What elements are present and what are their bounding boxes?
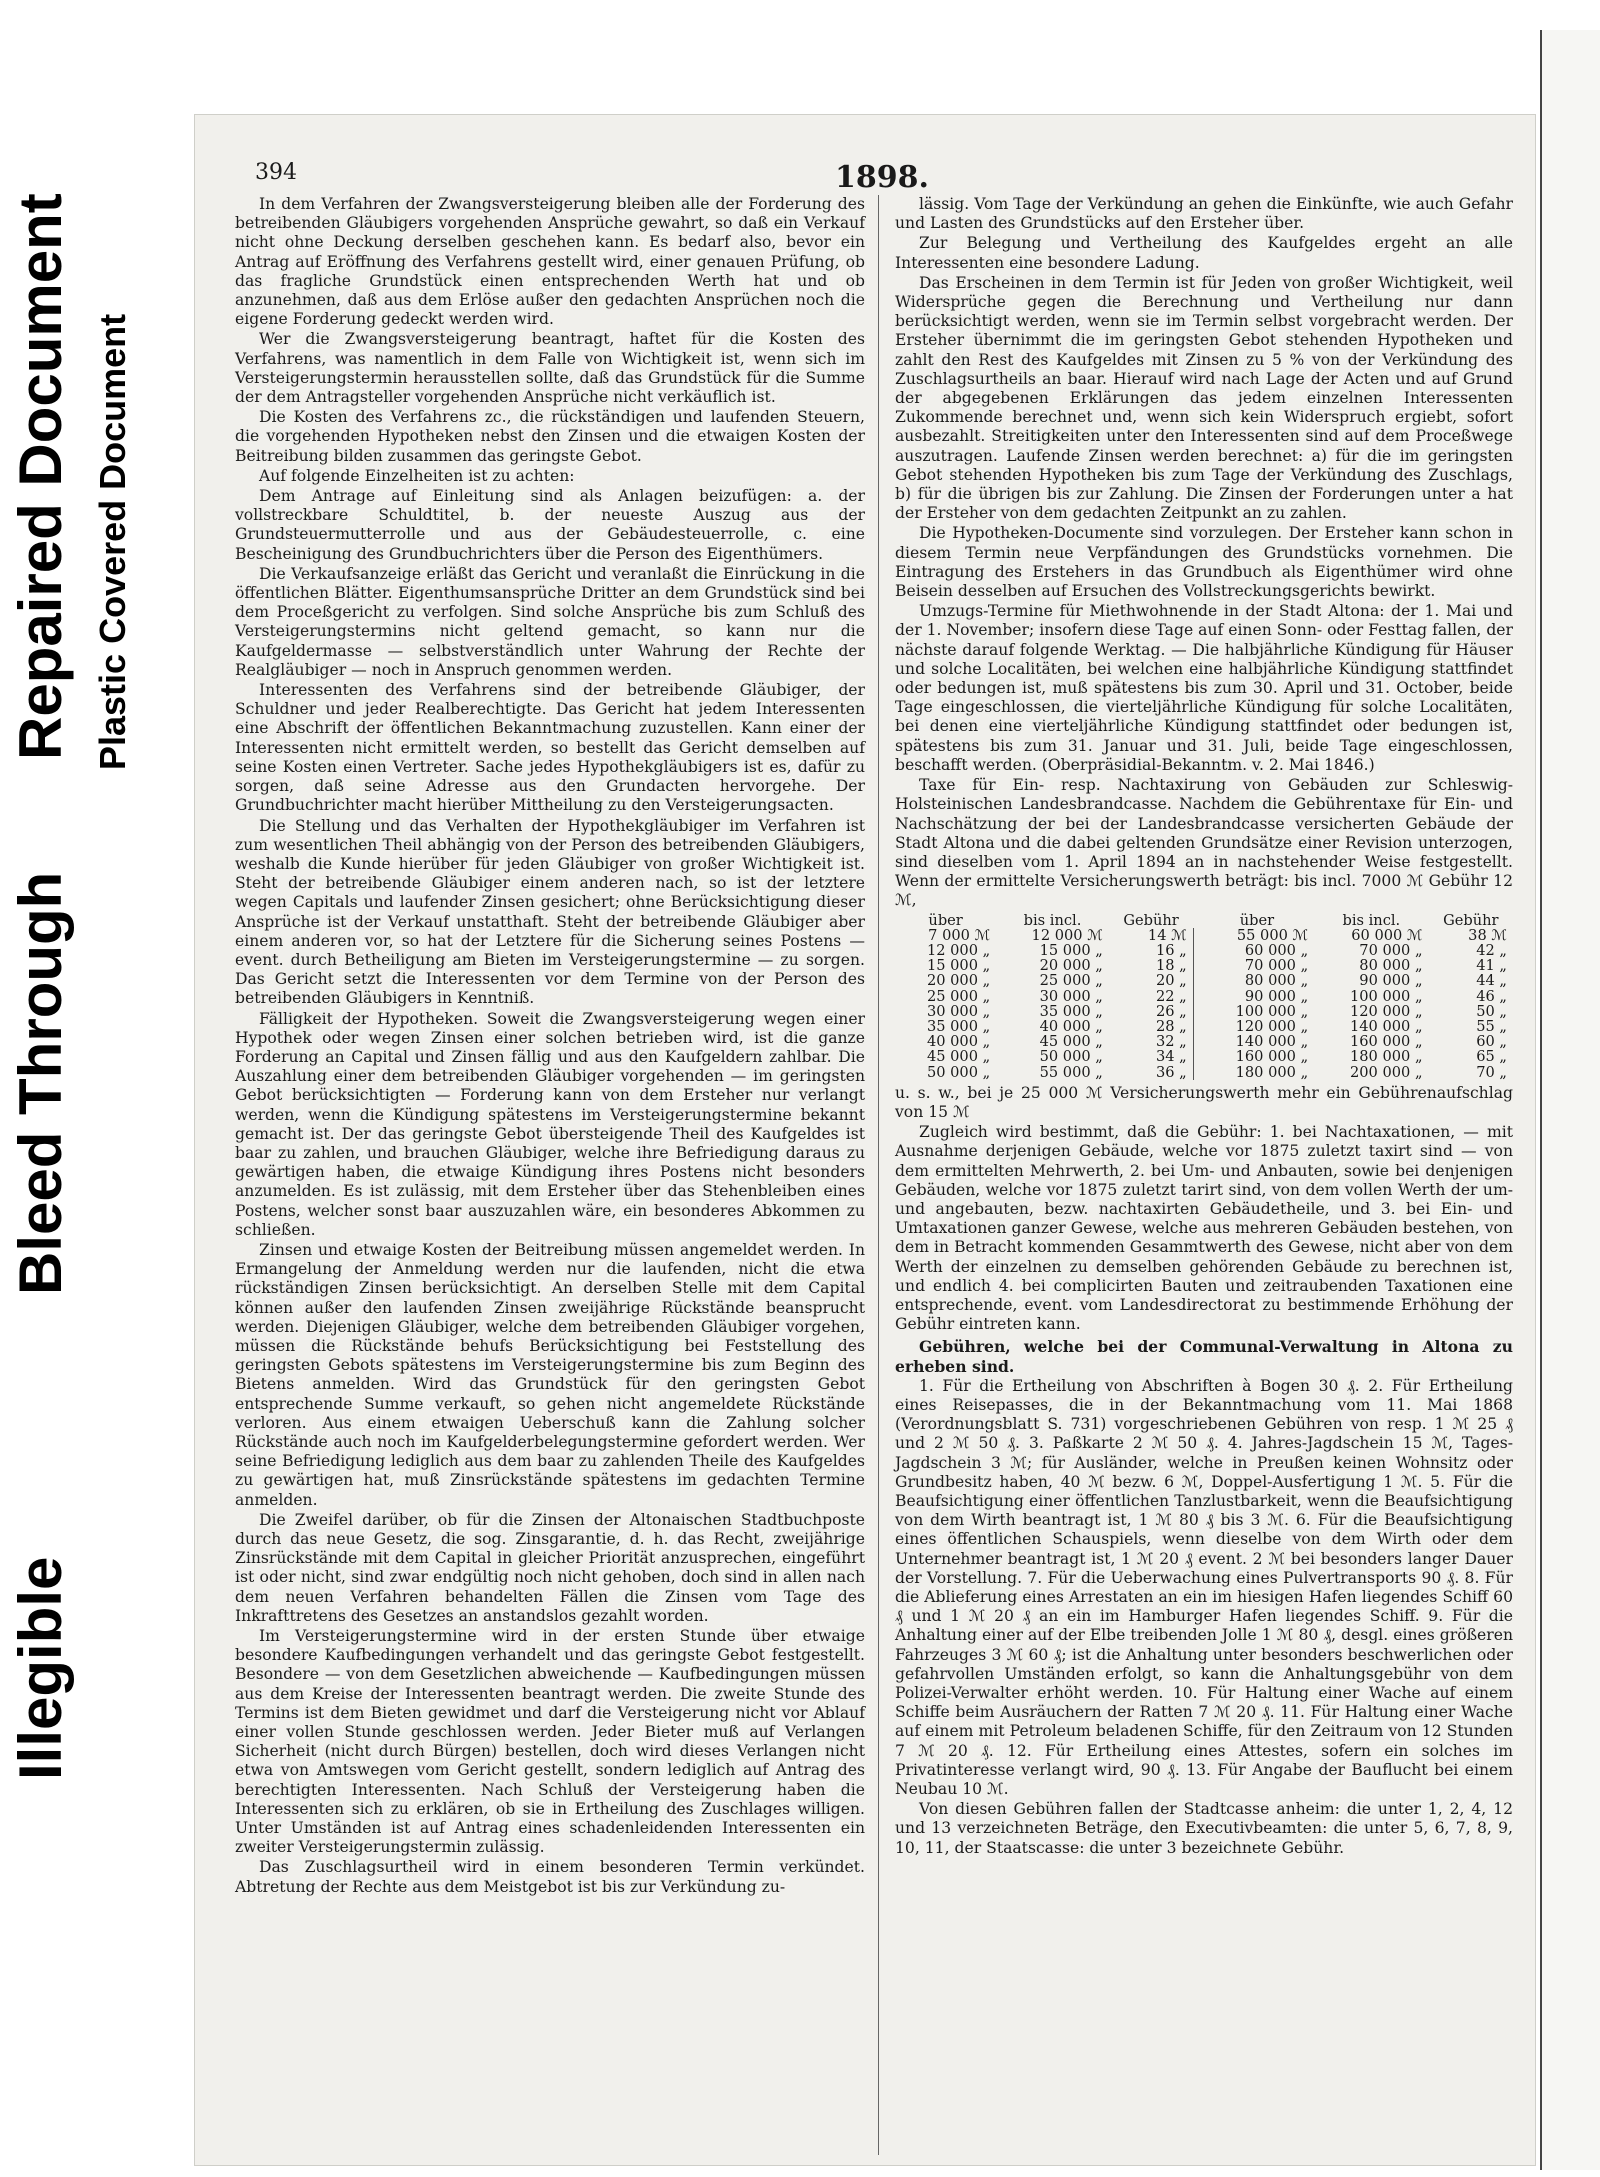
table-header: bis incl.	[1023, 911, 1082, 929]
left-paragraph: Im Versteigerungstermine wird in der ersten Stunde über etwaige besondere Kaufbedingungen verhandelt und das geringste Gebot festgestellt. Besondere — von dem Gesetzlichen abweichende — Kaufbedingungen müssen aus dem Kreise der Interessenten beantragt werden. Die zweite Stunde des Termins ist dem Bieten gewidmet und darf die Versteigerung nicht vor Ablauf einer vollen Stunde geschlossen werden. Jeder Bieter muß auf Verlangen Sicherheit (nicht durch Bürgen) bestellen, doch wird dieses Verlangen nicht etwa von Amtswegen vom Gericht gestellt, sondern lediglich auf Antrag des berechtigten Interessenten. Nach Schluß der Versteigerung haben die Interessenten sich zu erklären, ob sie in Ertheilung des Zuschlages willigen. Unter Umständen ist auf Antrag eines schadenleidenden Interessenten ein zweiter Versteigerungstermin zulässig.	[235, 1627, 865, 1857]
table-cell: 25 000 „	[926, 987, 991, 1005]
table-cell: 12 000 „	[926, 941, 991, 959]
table-cell: 90 000 „	[1244, 987, 1309, 1005]
table-row	[895, 1034, 1513, 1049]
table-cell: 12 000 ℳ	[1031, 926, 1103, 944]
left-paragraph: Wer die Zwangsversteigerung beantragt, haftet für die Kosten des Verfahrens, was namentlich in dem Falle von Wichtigkeit ist, wenn sich im Versteigerungstermin herausstellen sollte, daß das Grundstück für die Summe der dem Antragsteller vorgehenden Ansprüche nicht verkäuflich ist.	[235, 330, 865, 407]
table-row	[895, 973, 1513, 988]
table-cell: 44 „	[1476, 972, 1507, 990]
table-cell: 160 000 „	[1235, 1048, 1309, 1066]
page-number: 394	[255, 160, 297, 185]
table-cell: 40 000 „	[926, 1033, 991, 1051]
right-intro	[895, 195, 1513, 601]
table-header: Gebühr	[1123, 911, 1179, 929]
table-cell: 100 000 „	[1349, 987, 1423, 1005]
table-cell: 41 „	[1476, 957, 1507, 975]
table-cell: 26 „	[1155, 1002, 1187, 1020]
table-cell: 45 000 „	[926, 1048, 991, 1066]
left-paragraph: Fälligkeit der Hypotheken. Soweit die Zwangsversteigerung wegen einer Hypothek oder wegen Zinsen einer solchen betrieben wird, ist die ganze Forderung an Capital und Zinsen fällig und aus den Kaufgeldern zahlbar. Die Auszahlung einer dem betreibenden Gläubiger vorgehenden — im geringsten Gebot berücksichtigten — Forderung kann von dem Ersteher nur verlangt werden, wenn die Kündigung spätestens im Versteigerungstermine bekannt gemacht ist. Der das geringste Gebot übersteigende Theil des Kaufgeldes ist baar zu zahlen, und brauchen Gläubiger, welche ihre Befriedigung daraus zu gewärtigen haben, die etwaige Kündigung ihres Postens nicht besonders anzumelden. Es ist zulässig, mit dem Ersteher über das Stehenbleiben eines Postens, welcher sonst baar auszuzahlen wäre, ein besonderes Abkommen zu schließen.	[235, 1009, 865, 1239]
left-paragraph: Dem Antrage auf Einleitung sind als Anlagen beizufügen: a. der vollstreckbare Schuldtitel, b. der neueste Auszug aus der Grundsteuermutterrolle und aus der Gebäudesteuerrolle, c. eine Bescheinigung des Grundbuchrichters über die Person des Eigenthümers.	[235, 487, 865, 563]
table-cell: 32 „	[1155, 1033, 1187, 1051]
umzug-paragraph: Umzugs-Termine für Miethwohnende in der Stadt Altona: der 1. Mai und der 1. November; insofern diese Tage auf einen Sonn- oder Festtag fallen, der nächste darauf folgende Werktag. — Die halbjährliche Kündigung für Häuser und solche Localitäten, bei welchen eine halbjährliche Kündigung stattfindet oder bedungen ist, muß spätestens bis zum 30. April und 31. October, beide Tage eingeschlossen, die vierteljährliche Kündigung für solche Localitäten, bei denen eine vierteljährliche Kündigung stattfindet oder bedungen ist, spätestens bis zum 31. Januar und 31. Juli, beide Tage eingeschlossen, beschafft werden. (Oberpräsidial-Bekanntm. v. 2. Mai 1846.)	[895, 602, 1513, 774]
right-paragraph: Zur Belegung und Vertheilung des Kaufgeldes ergeht an alle Interessenten eine besondere Ladung.	[895, 234, 1513, 272]
table-cell: 36 „	[1155, 1063, 1187, 1081]
table-cell: 14 ℳ	[1147, 926, 1187, 944]
after-table-text: u. s. w., bei je 25 000 ℳ Versicherungswerth mehr ein Gebührenaufschlag von 15 ℳ	[895, 1083, 1513, 1121]
table-cell: 70 „	[1476, 1063, 1507, 1081]
left-paragraph: Interessenten des Verfahrens sind der betreibende Gläubiger, der Schuldner und jeder Realberechtigte. Das Gericht hat jedem Interessenten eine Abschrift der öffentlichen Bekanntmachung zuzustellen. Kann einer der Interessenten nicht ermittelt werden, so bestellt das Gericht demselben auf seine Kosten einen Vertreter. Sache jedes Hypothekgläubigers ist es, dafür zu sorgen, daß seine Adresse aus den Grundacten hervorgehe. Der Grundbuchrichter macht hierüber Mittheilung zu den Versteigerungsacten.	[235, 681, 865, 815]
table-cell: 200 000 „	[1349, 1063, 1423, 1081]
table-row	[895, 943, 1513, 958]
table-cell: 30 000 „	[926, 1002, 991, 1020]
table-cell: 20 „	[1155, 972, 1187, 990]
left-paragraph: Das Zuschlagsurtheil wird in einem besonderen Termin verkündet. Abtretung der Rechte aus dem Meistgebot ist bis zur Verkündung zu-	[235, 1858, 865, 1896]
label-illegible: Illegible	[7, 1556, 74, 1780]
table-cell: 120 000 „	[1235, 1017, 1309, 1035]
column-divider	[878, 195, 879, 2155]
table-cell: 120 000 „	[1349, 1002, 1423, 1020]
right-column	[895, 195, 1513, 1859]
table-cell: 46 „	[1476, 987, 1507, 1005]
label-plastic-covered-document: Plastic Covered Document	[92, 313, 133, 770]
left-paragraph: Zinsen und etwaige Kosten der Beitreibung müssen angemeldet werden. In Ermangelung der Anmeldung werden nur die laufenden, nicht die etwa rückständigen Zinsen berücksichtigt. An derselben Stelle mit dem Capital können außer den laufenden Zinsen zweijährige Rückstände beansprucht werden. Diejenigen Gläubiger, welche dem betreibenden Gläubiger vorgehen, müssen die Rückstände behufs Berücksichtigung bei Feststellung des geringsten Gebots spätestens im Versteigerungstermine bis zum Beginn des Bietens anmelden. Wird das Grundstück für den geringsten Gebot entsprechende Summe verkauft, so gehen nicht angemeldete Rückstände verloren. Aus einem etwaigen Ueberschuß kann die Zahlung solcher Rückstände auch noch im Kaufgelderbelegungstermine gefordert werden. Wer seine Befriedigung lediglich aus dem baar zu zahlenden Theile des Kaufgeldes zu gewärtigen hat, muß Zinsrückstände spätestens im gedachten Termine anmelden.	[235, 1240, 865, 1509]
table-cell: 60 000 „	[1244, 941, 1309, 959]
fee-table	[895, 913, 1513, 1080]
table-cell: 140 000 „	[1349, 1017, 1423, 1035]
table-row	[895, 1049, 1513, 1064]
table-cell: 34 „	[1155, 1048, 1187, 1066]
table-header: bis incl.	[1342, 911, 1401, 929]
right-paragraph: Das Erscheinen in dem Termin ist für Jeden von großer Wichtigkeit, weil Widersprüche gegen die Berechnung und Vertheilung nur dann berücksichtigt werden, wenn sie im Termin selbst vorgebracht werden. Der Ersteher übernimmt die im geringsten Gebot stehenden Hypotheken und zahlt den Rest des Kaufgeldes mit Zinsen zu 5 % von der Verkündung des Zuschlagsurtheils an baar. Hierauf wird nach Lage der Acten und auf Grund der abgegebenen Erklärungen das jedem einzelnen Interessenten Zukommende berechnet und, wenn sich kein Widerspruch ergiebt, sofort ausbezahlt. Streitigkeiten unter den Interessenten sind auf dem Proceßwege auszutragen. Laufende Zinsen werden berechnet: a) für die im geringsten Gebot stehenden Hypotheken bis zum Tage der Verkündung des Zuschlags, b) für die übrigen bis zur Zahlung. Die Zinsen der Forderungen unter a hat der Ersteher von dem gedachten Zeitpunkt an zu zahlen.	[895, 273, 1513, 523]
table-cell: 7 000 ℳ	[928, 926, 991, 944]
left-paragraph: Die Stellung und das Verhalten der Hypothekgläubiger im Verfahren ist zum wesentlichen Theil abhängig von der Person des betreibenden Gläubigers, weshalb die Kunde hierüber für jeden Gläubiger von großer Wichtigkeit ist. Steht der betreibende Gläubiger einem anderen nach, so ist der letztere wegen Capitals und laufender Zinsen gesichert; ohne Berücksichtigung dieser Ansprüche ist der Verkauf unstatthaft. Steht der betreibende Gläubiger aber einem anderen vor, so hat der Letztere für die Sicherung seines Postens — event. durch Betheiligung am Bieten im Versteigerungstermine — zu sorgen. Das Gericht setzt die Interessenten vor dem Termine von der Person des betreibenden Gläubigers in Kenntniß.	[235, 816, 865, 1008]
table-cell: 18 „	[1155, 957, 1187, 975]
table-cell: 180 000 „	[1235, 1063, 1309, 1081]
table-cell: 22 „	[1155, 987, 1187, 1005]
left-paragraph: Die Zweifel darüber, ob für die Zinsen der Altonaischen Stadtbuchposte durch das neue Gesetz, die sog. Zinsgarantie, d. h. das Recht, zweijährige Zinsrückstände mit dem Capital in gleicher Priorität anzusprechen, eingeführt ist oder nicht, sind zwar endgültig noch nicht gehoben, doch sind in allen nach dem neuen Verfahren behandelten Fällen die Zinsen vom Tage des Inkrafttretens des Gesetzes an anstandslos gezahlt worden.	[235, 1510, 865, 1625]
table-cell: 50 „	[1476, 1002, 1507, 1020]
table-cell: 55 000 ℳ	[1236, 926, 1309, 944]
taxe-paragraph: Taxe für Ein- resp. Nachtaxirung von Gebäuden zur Schleswig-Holsteinischen Landesbrandcasse. Nachdem die Gebührentaxe für Ein- und Nachschätzung der bei der Landesbrandcasse versicherten Gebäude der Stadt Altona und die dabei geltenden Grundsätze einer Revision unterzogen, sind dieselben vom 1. April 1894 an in nachstehender Weise festgestellt. Wenn der ermittelte Versicherungswerth beträgt: bis incl. 7000 ℳ Gebühr 12 ℳ,	[895, 776, 1513, 910]
right-paragraph: lässig. Vom Tage der Verkündung an gehen die Einkünfte, wie auch Gefahr und Lasten des Grundstücks auf den Ersteher über.	[895, 195, 1513, 233]
table-cell: 55 000 „	[1039, 1063, 1103, 1081]
table-cell: 38 ℳ	[1468, 926, 1507, 944]
gebuehren-paragraph: 1. Für die Ertheilung von Abschriften à Bogen 30 ₰. 2. Für Ertheilung eines Reisepasses, die in der Bekanntmachung vom 11. Mai 1868 (Verordnungsblatt S. 731) vorgeschriebenen Gebühren von resp. 1 ℳ 25 ₰ und 2 ℳ 50 ₰. 3. Paßkarte 2 ℳ 50 ₰. 4. Jahres-Jagdschein 15 ℳ, Tages-Jagdschein 3 ℳ; für Ausländer, welche in Preußen keinen Wohnsitz oder Grundbesitz haben, 40 ℳ bezw. 6 ℳ, Doppel-Ausfertigung 1 ℳ. 5. Für die Beaufsichtigung einer öffentlichen Tanzlustbarkeit, wenn die Beaufsichtigung von dem Wirth beantragt ist, 1 ℳ 80 ₰ bis 3 ℳ. 6. Für die Beaufsichtigung eines öffentlichen Schauspiels, wenn dieselbe von dem Wirth oder dem Unternehmer beantragt ist, 1 ℳ 20 ₰ event. 2 ℳ bei besonders langer Dauer der Vorstellung. 7. Für die Ueberwachung eines Pulvertransports 90 ₰. 8. Für die Ablieferung eines Arrestaten an ein im hiesigen Hafen liegendes Schiff 60 ₰ und 1 ℳ 20 ₰ an ein im Hamburger Hafen liegendes Schiff. 9. Für die Anhaltung einer auf der Elbe treibenden Jolle 1 ℳ 80 ₰, desgl. eines größeren Fahrzeuges 3 ℳ 60 ₰; ist die Anhaltung unter besonders beschwerlichen oder gefahrvollen Umständen erfolgt, so kann die Anhaltungsgebühr von dem Polizei-Verwalter erhöht werden. 10. Für Haltung einer Wache auf einem Schiffe beim Ausräuchern der Ratten 7 ℳ 20 ₰. 11. Für Haltung einer Wache auf einem mit Petroleum beladenen Schiffe, für den Zeitraum von 12 Stunden 7 ℳ 20 ₰. 12. Für Ertheilung eines Attestes, sofern ein solches im Privatinteresse verlangt wird, 90 ₰. 13. Für Angabe der Bauflucht bei einem Neubau 10 ℳ.	[895, 1376, 1513, 1799]
table-cell: 35 000 „	[926, 1017, 991, 1035]
label-bleed-through: Bleed Through	[7, 871, 74, 1295]
table-cell: 70 000 „	[1244, 957, 1309, 975]
table-cell: 55 „	[1476, 1017, 1507, 1035]
table-cell: 60 000 ℳ	[1351, 926, 1423, 944]
table-row	[895, 989, 1513, 1004]
gebuehren-heading: Gebühren, welche bei der Communal-Verwaltung in Altona zu erheben sind.	[895, 1337, 1513, 1376]
table-header: über	[928, 911, 963, 929]
table-cell: 20 000 „	[926, 972, 991, 990]
page-year: 1898.	[835, 160, 929, 195]
table-row	[895, 1019, 1513, 1034]
table-cell: 42 „	[1476, 941, 1507, 959]
table-row	[895, 1004, 1513, 1019]
table-cell: 40 000 „	[1039, 1017, 1103, 1035]
table-cell: 160 000 „	[1349, 1033, 1423, 1051]
table-cell: 16 „	[1155, 941, 1187, 959]
table-cell: 50 000 „	[1039, 1048, 1103, 1066]
table-cell: 28 „	[1155, 1017, 1187, 1035]
final-paragraph: Von diesen Gebühren fallen der Stadtcasse anheim: die unter 1, 2, 4, 12 und 13 verzeichneten Beträge, den Executivbeamten: die unter 5, 6, 7, 8, 9, 10, 11, der Staatscasse: die unter 3 bezeichnete Gebühr.	[895, 1800, 1513, 1857]
table-cell: 30 000 „	[1039, 987, 1103, 1005]
table-cell: 80 000 „	[1359, 957, 1423, 975]
table-header: Gebühr	[1443, 911, 1499, 929]
table-cell: 140 000 „	[1235, 1033, 1309, 1051]
table-row	[895, 928, 1513, 943]
table-cell: 15 000 „	[1039, 941, 1103, 959]
table-row	[895, 958, 1513, 973]
table-cell: 45 000 „	[1039, 1033, 1103, 1051]
table-cell: 80 000 „	[1244, 972, 1309, 990]
table-cell: 100 000 „	[1235, 1002, 1309, 1020]
table-cell: 90 000 „	[1359, 972, 1423, 990]
table-cell: 15 000 „	[926, 957, 991, 975]
label-repaired-document: Repaired Document	[7, 193, 74, 760]
left-paragraph: Auf folgende Einzelheiten ist zu achten:	[259, 466, 575, 485]
table-header: über	[1239, 911, 1275, 929]
right-paragraph: Die Hypotheken-Documente sind vorzulegen. Der Ersteher kann schon in diesem Termin neue Verpfändungen des Grundstücks vornehmen. Die Eintragung des Erstehers in das Grundbuch als Eigenthümer wird ohne Beisein desselben auf Ersuchen des Vollstreckungsgerichts bewirkt.	[895, 524, 1513, 601]
document-page	[195, 115, 1535, 2165]
zugleich-paragraph: Zugleich wird bestimmt, daß die Gebühr: 1. bei Nachtaxationen, — mit Ausnahme derjenigen Gebäude, welche vor 1875 zuletzt taxirt sind — von dem ermittelten Mehrwerth, 2. bei Um- und Anbauten, sowie bei denjenigen Gebäuden, welche vor 1875 zuletzt tarirt sind, von dem vollen Werth der um- und angebauten, bezw. nachtaxirten Gebäudetheile, und 3. bei Ein- und Umtaxationen ganzer Gewese, welche aus mehreren Gebäuden bestehen, von dem in Betracht kommenden Gesammtwerth des Gewese, nicht aber von dem Werth der einzelnen zu demselben gehörenden Gebäude zu berechnen ist, und endlich 4. bei complicirten Bauten und zeitraubenden Taxationen eine entsprechende, event. vom Landesdirectorat zu bestimmende Erhöhung der Gebühr eintreten kann.	[895, 1123, 1513, 1334]
table-cell: 65 „	[1476, 1048, 1507, 1066]
left-paragraph: Die Kosten des Verfahrens zc., die rückständigen und laufenden Steuern, die vorgehenden Hypotheken nebst den Zinsen und die etwaigen Kosten der Beitreibung bilden zusammen das geringste Gebot.	[235, 408, 865, 465]
table-row	[895, 1065, 1513, 1080]
table-cell: 20 000 „	[1039, 957, 1103, 975]
adjacent-page-edge	[1540, 30, 1600, 2170]
table-cell: 25 000 „	[1039, 972, 1103, 990]
left-column	[235, 195, 865, 1898]
table-cell: 70 000 „	[1359, 941, 1423, 959]
table-cell: 50 000 „	[926, 1063, 991, 1081]
table-cell: 35 000 „	[1039, 1002, 1103, 1020]
left-paragraph: In dem Verfahren der Zwangsversteigerung bleiben alle der Forderung des betreibenden Gläubigers vorgehenden Ansprüche gewahrt, so daß ein Verkauf nicht ohne Deckung derselben geschehen kann. Es bedarf also, bevor ein Antrag auf Eröffnung des Verfahrens gestellt wird, einer genauen Prüfung, ob das fragliche Grundstück einen entsprechenden Werth hat und ob anzunehmen, daß aus dem Erlöse außer den gedachten Ansprüchen noch die eigene Forderung gedeckt werden wird.	[235, 195, 865, 329]
table-cell: 60 „	[1476, 1033, 1507, 1051]
left-paragraph: Die Verkaufsanzeige erläßt das Gericht und veranlaßt die Einrückung in die öffentlichen Blätter. Eigenthumsansprüche Dritter an dem Grundstück sind bei dem Proceßgericht zu verfolgen. Sind solche Ansprüche bis zum Schluß des Versteigerungstermins nicht geltend gemacht, so kann nur die Kaufgeldermasse — selbstverständlich unter Wahrung der Rechte der Realgläubiger — noch in Anspruch genommen werden.	[235, 564, 865, 679]
table-cell: 180 000 „	[1349, 1048, 1423, 1066]
